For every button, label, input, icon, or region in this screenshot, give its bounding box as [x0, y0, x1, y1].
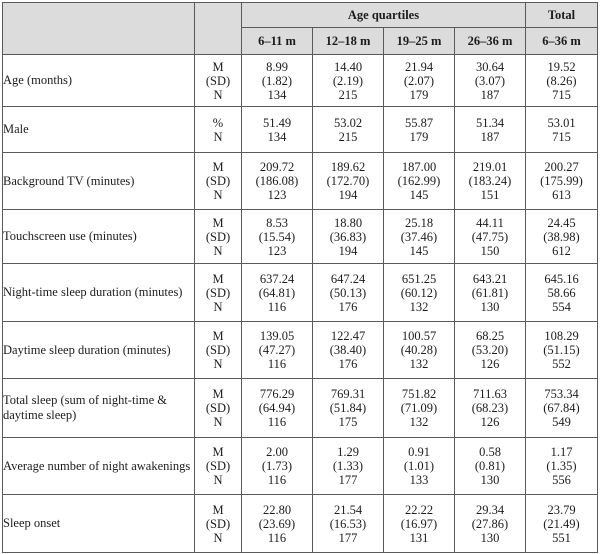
value-cell: [526, 107, 598, 153]
cell-value: (47.27): [258, 343, 296, 357]
cell-value: (3.07): [474, 73, 506, 88]
cell-value: 637.24: [259, 271, 295, 286]
cell-value: (16.97): [400, 516, 438, 531]
cell-value: 22.22: [404, 502, 434, 517]
cell-value: 116: [267, 473, 287, 487]
stat-type-cell: [195, 379, 242, 438]
cell-value: (27.86): [471, 516, 509, 531]
cell-value: (50.13): [329, 285, 367, 300]
stat-type: N: [213, 415, 223, 429]
stat-type: (SD): [205, 285, 231, 300]
stat-type-cell: [195, 153, 242, 210]
cell-value: (1.01): [403, 459, 435, 473]
cell-value: 30.64: [475, 59, 505, 74]
row-label: Total sleep (sum of night-time & daytime sleep): [3, 379, 195, 438]
cell-value: 68.25: [475, 329, 505, 343]
cell-value: 194: [338, 188, 358, 202]
value-cell: [526, 438, 598, 495]
cell-value: (2.07): [403, 73, 435, 88]
row-label: Sleep onset: [3, 495, 195, 553]
value-cell: [526, 55, 598, 107]
stat-type: M: [212, 215, 224, 230]
value-cell: [455, 153, 526, 210]
table-row: [3, 438, 598, 495]
cell-value: (68.23): [471, 401, 509, 415]
cell-value: (1.73): [261, 459, 293, 473]
cell-value: 116: [267, 415, 287, 429]
cell-value: (183.24): [468, 174, 512, 188]
value-cell: [384, 210, 455, 264]
cell-value: 116: [267, 299, 287, 314]
stat-type-cell: [195, 322, 242, 379]
cell-value: 179: [409, 129, 429, 144]
cell-value: 715: [552, 87, 571, 102]
value-cell: [313, 379, 384, 438]
row-label: Daytime sleep duration (minutes): [3, 322, 195, 379]
value-cell: [384, 153, 455, 210]
cell-value: (64.81): [258, 285, 296, 300]
stat-type: %: [212, 115, 224, 130]
stat-type: N: [213, 87, 223, 102]
cell-value: (1.33): [332, 459, 364, 473]
cell-value: 116: [267, 530, 287, 545]
cell-value: 552: [552, 357, 571, 371]
cell-value: (64.94): [258, 401, 296, 415]
cell-value: 643.21: [472, 271, 508, 286]
cell-value: 55.87: [404, 115, 434, 130]
cell-value: (0.81): [474, 459, 506, 473]
cell-value: 177: [338, 473, 358, 487]
row-label: Average number of night awakenings: [3, 438, 195, 495]
cell-value: 29.34: [475, 502, 505, 517]
cell-value: 122.47: [330, 329, 366, 343]
cell-value: 21.94: [404, 59, 434, 74]
stat-type: N: [213, 299, 223, 314]
stat-type-cell: [195, 264, 242, 322]
value-cell: [313, 210, 384, 264]
value-cell: [455, 379, 526, 438]
cell-value: 219.01: [472, 160, 508, 174]
row-label: Age (months): [3, 55, 195, 107]
cell-value: 18.80: [333, 215, 363, 230]
value-cell: [384, 379, 455, 438]
cell-value: 58.66: [547, 285, 576, 300]
cell-value: 187.00: [401, 160, 437, 174]
cell-value: 131: [409, 530, 429, 545]
cell-value: 177: [338, 530, 358, 545]
cell-value: 751.82: [401, 387, 437, 401]
value-cell: [526, 210, 598, 264]
stat-type: M: [212, 329, 224, 343]
value-cell: [242, 495, 313, 553]
cell-value: 145: [409, 243, 429, 258]
cell-value: 179: [409, 87, 429, 102]
column-header: 19–25 m: [384, 28, 455, 55]
stat-type: N: [213, 357, 223, 371]
cell-value: (61.81): [471, 285, 509, 300]
cell-value: (51.15): [543, 343, 580, 357]
stat-type: (SD): [205, 229, 231, 244]
stat-type: N: [213, 243, 223, 258]
stat-type: (SD): [205, 73, 231, 88]
value-cell: [384, 322, 455, 379]
cell-value: 1.17: [550, 445, 573, 459]
stat-type: N: [213, 188, 223, 202]
cell-value: (38.40): [329, 343, 367, 357]
stat-type: M: [212, 59, 224, 74]
cell-value: (36.83): [329, 229, 367, 244]
stat-type-cell: [195, 438, 242, 495]
cell-value: (1.35): [546, 459, 577, 473]
column-header: 26–36 m: [455, 28, 526, 55]
cell-value: 2.00: [266, 445, 288, 459]
cell-value: (21.49): [543, 516, 580, 531]
cell-value: 8.99: [266, 59, 288, 74]
stat-type: M: [212, 271, 224, 286]
cell-value: 0.91: [408, 445, 430, 459]
stat-type-cell: [195, 107, 242, 153]
value-cell: [455, 210, 526, 264]
cell-value: 613: [552, 188, 571, 202]
cell-value: 0.58: [479, 445, 501, 459]
cell-value: (172.70): [326, 174, 370, 188]
header-corner-cell: [3, 3, 195, 55]
cell-value: 554: [552, 299, 571, 314]
cell-value: 8.53: [266, 215, 288, 230]
cell-value: (175.99): [540, 174, 583, 188]
cell-value: 51.34: [475, 115, 505, 130]
row-label: Background TV (minutes): [3, 153, 195, 210]
cell-value: 134: [267, 87, 287, 102]
value-cell: [313, 107, 384, 153]
cell-value: 126: [480, 357, 500, 371]
cell-value: 132: [409, 357, 429, 371]
age-quartiles-header: Age quartiles: [242, 3, 526, 28]
cell-value: 176: [338, 357, 358, 371]
cell-value: 51.49: [262, 115, 292, 130]
cell-value: 215: [338, 129, 358, 144]
cell-value: (1.82): [261, 73, 293, 88]
stat-type: (SD): [205, 459, 231, 473]
value-cell: [313, 322, 384, 379]
cell-value: (40.28): [400, 343, 438, 357]
header-stat-cell: [195, 3, 242, 55]
cell-value: 556: [552, 473, 571, 487]
cell-value: 194: [338, 243, 358, 258]
value-cell: [242, 379, 313, 438]
stat-type-cell: [195, 55, 242, 107]
stat-type: M: [212, 502, 224, 517]
cell-value: 132: [409, 299, 429, 314]
value-cell: [242, 210, 313, 264]
cell-value: 776.29: [259, 387, 295, 401]
stat-type: N: [213, 530, 223, 545]
value-cell: [455, 264, 526, 322]
value-cell: [242, 107, 313, 153]
cell-value: 753.34: [544, 387, 579, 401]
value-cell: [526, 495, 598, 553]
row-label: Touchscreen use (minutes): [3, 210, 195, 264]
column-header: 6–36 m: [526, 28, 598, 55]
value-cell: [242, 153, 313, 210]
cell-value: 130: [480, 473, 500, 487]
cell-value: 769.31: [330, 387, 366, 401]
cell-value: (186.08): [255, 174, 299, 188]
cell-value: 150: [480, 243, 500, 258]
cell-value: (47.75): [471, 229, 509, 244]
stat-type: (SD): [205, 401, 231, 415]
value-cell: [455, 438, 526, 495]
cell-value: 130: [480, 530, 500, 545]
stat-type: (SD): [205, 343, 231, 357]
cell-value: 215: [338, 87, 358, 102]
value-cell: [526, 379, 598, 438]
cell-value: (38.98): [543, 229, 580, 244]
value-cell: [313, 153, 384, 210]
cell-value: (37.46): [400, 229, 438, 244]
cell-value: 187: [480, 129, 500, 144]
cell-value: 25.18: [404, 215, 434, 230]
value-cell: [242, 264, 313, 322]
cell-value: 134: [267, 129, 287, 144]
row-label: Night-time sleep duration (minutes): [3, 264, 195, 322]
cell-value: 24.45: [547, 215, 576, 230]
column-header: 6–11 m: [242, 28, 313, 55]
cell-value: 175: [338, 415, 358, 429]
value-cell: [455, 107, 526, 153]
cell-value: 651.25: [401, 271, 437, 286]
cell-value: 551: [552, 530, 571, 545]
cell-value: 123: [267, 188, 287, 202]
stat-type: M: [212, 445, 224, 459]
cell-value: 23.79: [547, 502, 576, 517]
stat-type: M: [212, 160, 224, 174]
cell-value: (162.99): [397, 174, 441, 188]
cell-value: 116: [267, 357, 287, 371]
value-cell: [455, 55, 526, 107]
table-row: [3, 153, 598, 210]
cell-value: 132: [409, 415, 429, 429]
value-cell: [384, 55, 455, 107]
cell-value: 14.40: [333, 59, 363, 74]
value-cell: [242, 438, 313, 495]
cell-value: 100.57: [401, 329, 437, 343]
cell-value: 130: [480, 299, 500, 314]
cell-value: (67.84): [543, 401, 580, 415]
value-cell: [384, 438, 455, 495]
cell-value: (53.20): [471, 343, 509, 357]
cell-value: 209.72: [259, 160, 295, 174]
cell-value: 549: [552, 415, 571, 429]
stat-type-cell: [195, 495, 242, 553]
cell-value: 645.16: [544, 271, 579, 286]
cell-value: (60.12): [400, 285, 438, 300]
cell-value: (8.26): [546, 73, 577, 88]
cell-value: 21.54: [333, 502, 363, 517]
cell-value: 647.24: [330, 271, 366, 286]
table-row: [3, 210, 598, 264]
value-cell: [526, 153, 598, 210]
stat-type: (SD): [205, 174, 231, 188]
cell-value: 108.29: [544, 329, 579, 343]
cell-value: 189.62: [330, 160, 366, 174]
cell-value: 53.02: [333, 115, 363, 130]
stat-type-cell: [195, 210, 242, 264]
value-cell: [455, 322, 526, 379]
cell-value: (23.69): [258, 516, 296, 531]
table-row: [3, 55, 598, 107]
descriptive-stats-table: [2, 2, 598, 553]
value-cell: [384, 107, 455, 153]
column-header: 12–18 m: [313, 28, 384, 55]
value-cell: [455, 495, 526, 553]
table-row: [3, 379, 598, 438]
cell-value: 22.80: [262, 502, 292, 517]
cell-value: 151: [480, 188, 500, 202]
table-row: [3, 322, 598, 379]
cell-value: (16.53): [329, 516, 367, 531]
cell-value: 139.05: [259, 329, 295, 343]
cell-value: 126: [480, 415, 500, 429]
cell-value: (71.09): [400, 401, 438, 415]
stat-type: (SD): [205, 516, 231, 531]
table-body: [3, 55, 598, 553]
value-cell: [313, 264, 384, 322]
stat-type: M: [212, 387, 224, 401]
cell-value: 133: [409, 473, 429, 487]
cell-value: 44.11: [476, 215, 504, 230]
stat-type: N: [213, 129, 223, 144]
value-cell: [384, 495, 455, 553]
cell-value: 145: [409, 188, 429, 202]
total-header: Total: [526, 3, 598, 28]
table-row: [3, 107, 598, 153]
table-row: [3, 495, 598, 553]
value-cell: [384, 264, 455, 322]
cell-value: (2.19): [332, 73, 364, 88]
value-cell: [313, 438, 384, 495]
cell-value: 176: [338, 299, 358, 314]
cell-value: 53.01: [547, 115, 576, 130]
value-cell: [526, 322, 598, 379]
cell-value: (15.54): [258, 229, 296, 244]
cell-value: 200.27: [544, 160, 579, 174]
cell-value: (51.84): [329, 401, 367, 415]
cell-value: 1.29: [337, 445, 359, 459]
header-row-top: [3, 3, 598, 28]
value-cell: [313, 55, 384, 107]
value-cell: [526, 264, 598, 322]
value-cell: [242, 55, 313, 107]
value-cell: [242, 322, 313, 379]
value-cell: [313, 495, 384, 553]
cell-value: 123: [267, 243, 287, 258]
cell-value: 612: [552, 243, 571, 258]
cell-value: 187: [480, 87, 500, 102]
cell-value: 711.63: [473, 387, 507, 401]
table-row: [3, 264, 598, 322]
cell-value: 715: [552, 129, 571, 144]
cell-value: 19.52: [547, 59, 576, 74]
stat-type: N: [213, 473, 223, 487]
row-label: Male: [3, 107, 195, 153]
